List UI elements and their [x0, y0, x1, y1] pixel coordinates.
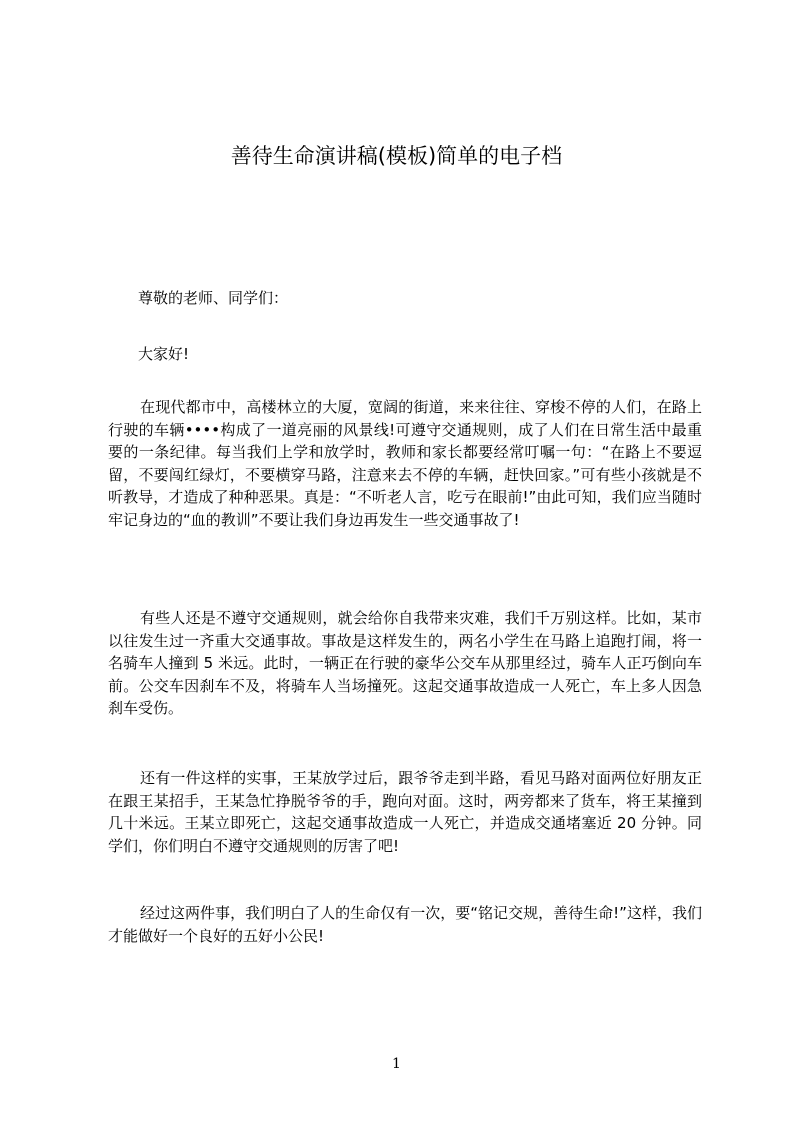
- hello: 大家好!: [138, 345, 190, 363]
- body-paragraph: 经过这两件事，我们明白了人的生命仅有一次，要“铭记交规，善待生命!”这样，我们才能做好一个良好的五好小公民!: [108, 904, 702, 945]
- greeting: 尊敬的老师、同学们：: [138, 289, 289, 307]
- body-paragraph: 有些人还是不遵守交通规则，就会给你自我带来灾难，我们千万别这样。比如，某市以往发生过一齐重大交通事故。事故是这样发生的，两名小学生在马路上追跑打闹，将一名骑车人撞到 5 米远。此时，一辆正在行驶的豪华公交车从那里经过，骑车人正巧倒向车前。公交车因刹车不及，将骑车人当场撞死。这起交通事故造成一人死亡，车上多人因急刹车受伤。: [108, 609, 702, 718]
- document-title: 善待生命演讲稿(模板)简单的电子档: [230, 144, 563, 168]
- body-paragraph: 还有一件这样的实事，王某放学过后，跟爷爷走到半路，看见马路对面两位好朋友正在跟王某招手，王某急忙挣脱爷爷的手，跑向对面。这时，两旁都来了货车，将王某撞到几十米远。王某立即死亡，这起交通事故造成一人死亡，并造成交通堵塞近 20 分钟。同学们，你们明白不遵守交通规则的厉害了吧!: [108, 769, 702, 855]
- body-paragraph: 在现代都市中，高楼林立的大厦，宽阔的街道，来来往往、穿梭不停的人们，在路上行驶的车辆••••构成了一道亮丽的风景线!可遵守交通规则，成了人们在日常生活中最重要的一条纪律。每当我们上学和放学时，教师和家长都要经常叮嘱一句：“在路上不要逗留，不要闯红绿灯，不要横穿马路，注意来去不停的车辆，赶快回家。”可有些小孩就是不听教导，才造成了种种恶果。真是：“不听老人言，吃亏在眼前!”由此可知，我们应当随时牢记身边的“血的教训”不要让我们身边再发生一些交通事故了!: [108, 398, 702, 529]
- page-number: 1: [392, 1056, 401, 1072]
